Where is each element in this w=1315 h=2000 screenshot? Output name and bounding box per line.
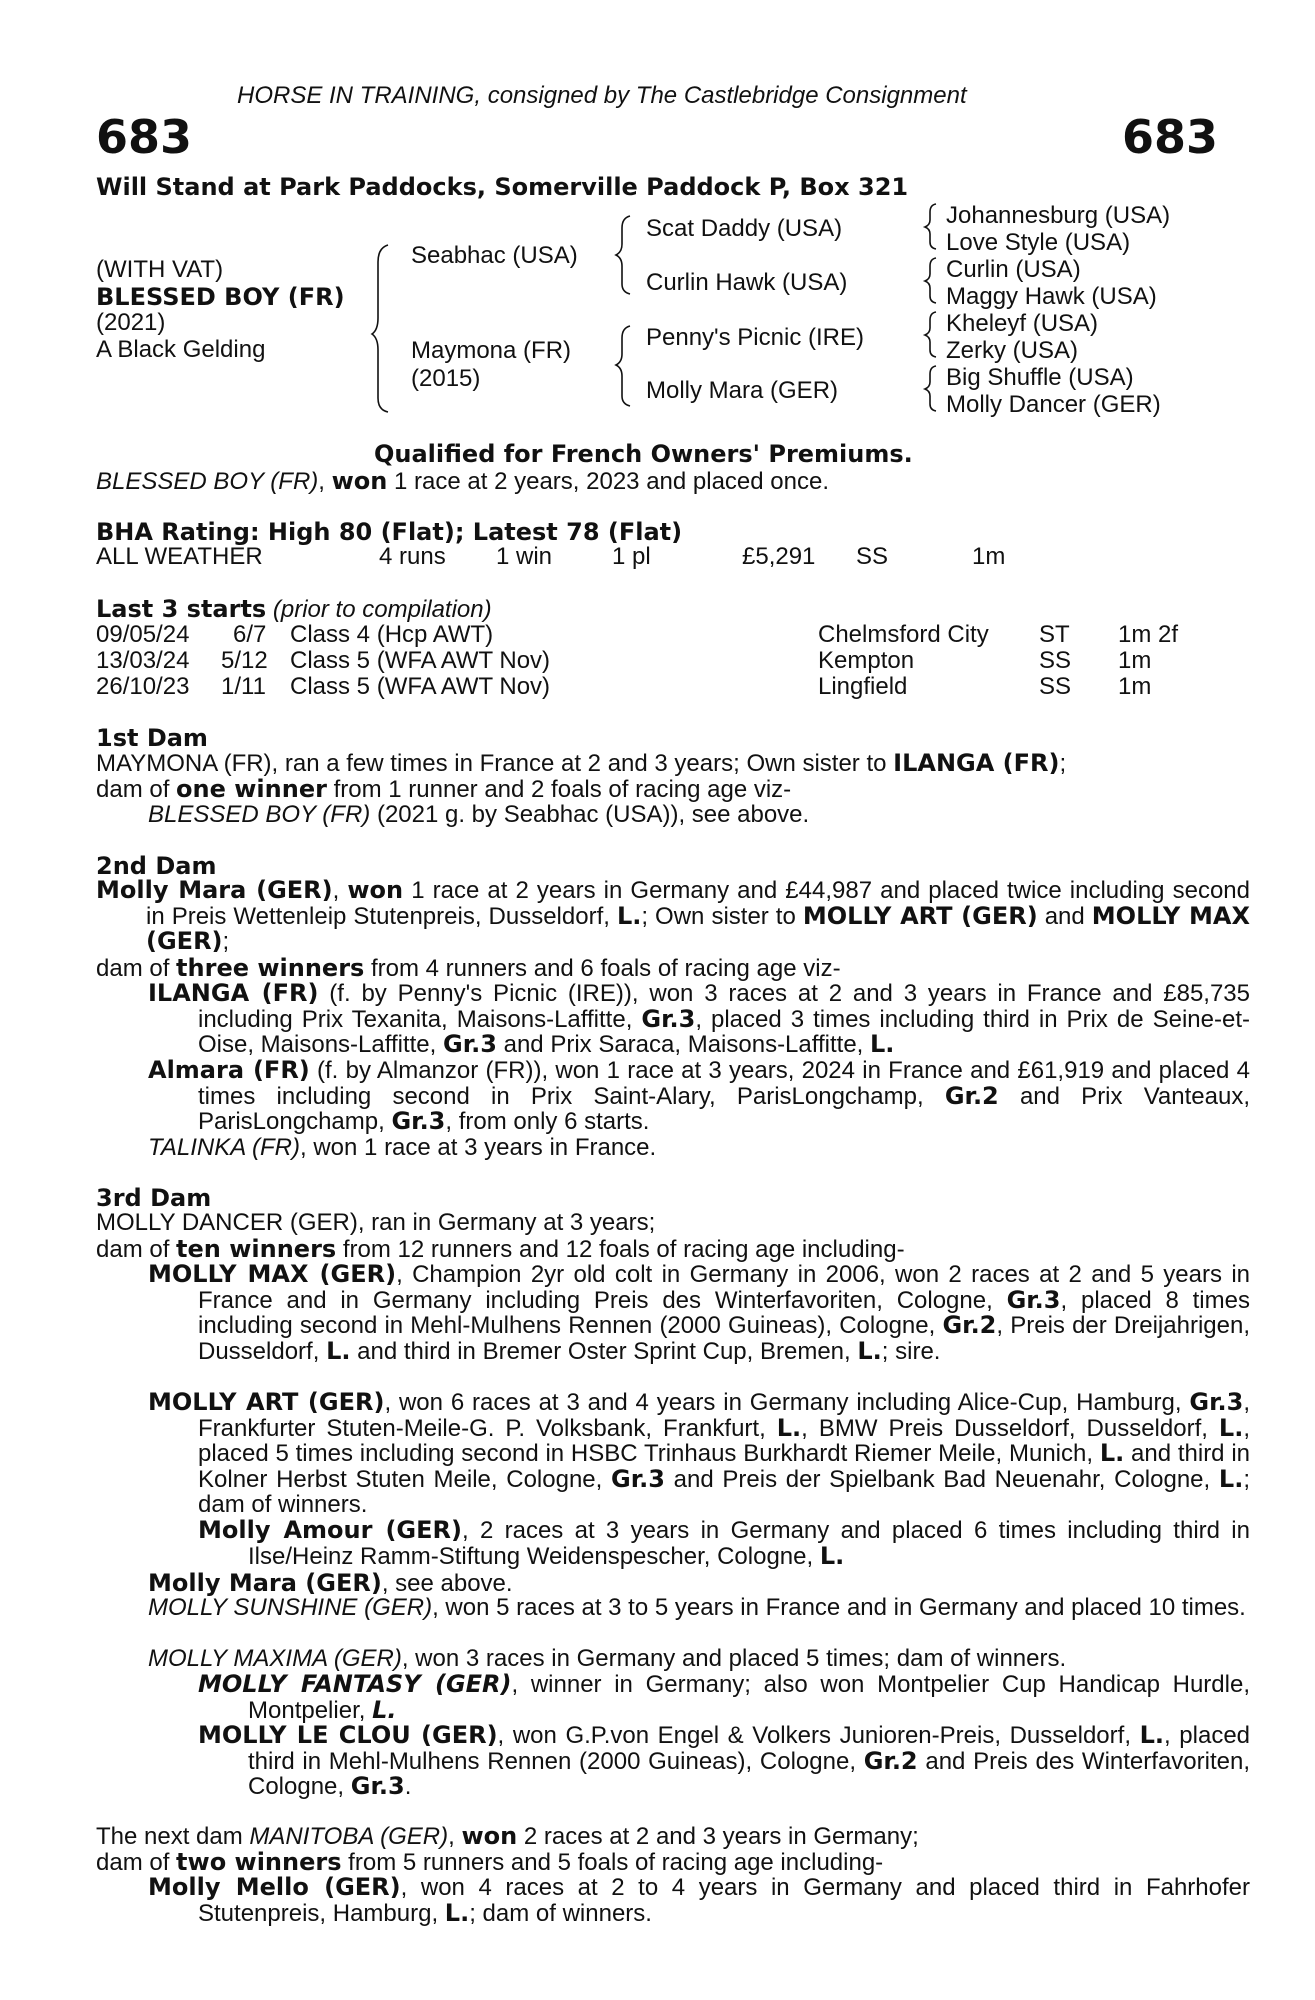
progeny-text: (2021 g. by Seabhac (USA)), see above. [370,801,810,828]
start-date: 09/05/24 [96,621,190,648]
next-dam-text: 2 races at 2 and 3 years in Germany; [517,1823,919,1850]
progeny-text: . [404,1773,412,1801]
progeny-almara [148,1058,1250,1135]
next-dam-won: won [461,1822,518,1850]
listed-mark: L. [444,1898,470,1927]
progeny-text: and Preis des Winterfavoriten, Cologne, [248,1747,1250,1801]
progeny-text: , won 3 races in Germany and placed 5 times; dam of winners. [401,1645,1067,1672]
dam3-produce [96,1236,905,1263]
dam1-sister: ILANGA (FR) [893,749,1060,777]
progeny-name: BLESSED BOY (FR) [148,801,371,828]
progeny-text: (f. by Penny's Picnic (IRE)), won 3 races at 2 and 3 years in France and £85,735 including Prix Texanita, Maisons-Laffitte, [198,980,1251,1033]
dam2-heading: 2nd Dam [96,852,217,880]
grade-mark: Gr.2 [863,1746,918,1775]
dam2-text: dam of [96,955,177,982]
next-dam-winners: two winners [176,1848,342,1876]
grade-mark: Gr.3 [611,1464,665,1493]
progeny-text: , from only 6 starts. [445,1108,650,1136]
dam: Maymona (FR) [411,337,572,364]
progeny-molly-maxima [148,1646,1066,1672]
gg-3: Curlin (USA) [946,256,1081,283]
start-row [0,622,1315,648]
dam3-text: from 12 runners and 12 foals of racing age including- [336,1236,905,1263]
progeny-text: , won 4 races at 2 to 4 years in Germany and placed third in Fahrhofer Stutenpreis, Hamburg, [198,1874,1250,1927]
progeny-text: , placed 3 times including third in Prix de Seine-et-Oise, Maisons-Laffitte, [198,1005,1250,1059]
next-dam-line [96,1823,919,1850]
dam1-text: dam of [96,776,177,803]
next-dam-text: , [448,1823,462,1850]
start-race: Class 5 (WFA AWT Nov) [290,647,551,674]
progeny-text: and third in Kolner Herbst Stuten Meile, Cologne, [198,1440,1250,1493]
listed-mark: L. [1218,1464,1244,1493]
start-date: 13/03/24 [96,647,190,674]
dam2-text: 1 race at 2 years in Germany and £44,987 and placed twice including second in Preis Wettenleip Stutenpreis, Dusseldorf, [146,877,1250,930]
rating-row [0,544,1315,572]
summary-line: BLESSED BOY (FR), won 1 race at 2 years, 2023 and placed once. [96,467,830,495]
dam1-line1 [96,750,1066,777]
progeny-text: , won 1 race at 3 years in France. [300,1134,657,1161]
grade-mark: Gr.3 [1006,1285,1061,1314]
next-dam-name: MANITOBA (GER) [249,1823,449,1850]
lot-number-right: 683 [1122,110,1219,164]
horse-name: BLESSED BOY (FR) [96,283,345,311]
grade-mark: Gr.2 [942,1311,997,1340]
start-going: SS [1039,647,1072,674]
dam2-winners: three winners [176,954,365,982]
progeny-molly-fantasy [198,1672,1250,1723]
progeny-text: , see above. [381,1570,513,1597]
last-starts-title: Last 3 starts [96,595,267,623]
dam2-text: and [1037,902,1092,930]
progeny-name: MOLLY FANTASY (GER) [198,1670,512,1698]
dam2-text: ; [222,928,230,956]
progeny-name: MOLLY MAXIMA (GER) [148,1645,402,1672]
sire-sire: Scat Daddy (USA) [646,215,843,242]
progeny-text: , won 5 races at 3 to 5 years in France and in Germany and placed 10 times. [432,1594,1246,1621]
listed-mark: L. [1218,1413,1244,1442]
progeny-name: MOLLY MAX (GER) [148,1260,397,1288]
progeny-text: , 2 races at 3 years in Germany and placed 6 times including third in Ilse/Heinz Ramm-Stiftung Weidenspescher, Cologne, [248,1517,1250,1570]
start-row [0,648,1315,674]
dam-dam: Molly Mara (GER) [646,377,839,404]
start-distance: 1m [1118,673,1152,700]
rating-runs: 4 runs [379,543,446,570]
dam-sire: Penny's Picnic (IRE) [646,324,864,351]
rating-distance: 1m [972,543,1006,570]
progeny-text: ; dam of winners. [469,1899,652,1927]
progeny-text: , winner in Germany; also won Montpelier Cup Handicap Hurdle, Montpelier, [248,1671,1250,1724]
progeny-molly-le-clou [198,1723,1250,1800]
dam1-text: MAYMONA (FR), ran a few times in France at 2 and 3 years; Own sister to [96,750,894,777]
progeny-text: and Prix Saraca, Maisons-Laffitte, [496,1031,871,1059]
dam1-progeny [148,802,809,828]
progeny-name: Molly Mello (GER) [148,1873,401,1901]
gg-5: Kheleyf (USA) [946,310,1099,337]
listed-mark: L. [326,1336,351,1365]
progeny-molly-mello [148,1875,1250,1926]
dam2-text: ; Own sister to [641,902,803,930]
progeny-text: , won G.P.von Engel & Volkers Junioren-Preis, Dusseldorf, [497,1722,1140,1749]
rating-wins: 1 win [496,543,553,570]
gg-4: Maggy Hawk (USA) [946,283,1157,310]
progeny-molly-sunshine [148,1595,1250,1621]
dam1-text: from 1 runner and 2 foals of racing age viz- [326,776,792,803]
progeny-text: ; sire. [881,1337,941,1365]
start-course: Chelmsford City [818,621,989,648]
rating-title: BHA Rating: High 80 (Flat); Latest 78 (Flat) [96,518,683,546]
listed-mark: L. [1099,1439,1125,1468]
gg-2: Love Style (USA) [946,229,1131,256]
progeny-text: , Preis der Dreijahrigen, Dusseldorf, [198,1312,1250,1365]
progeny-ilanga [148,981,1250,1058]
progeny-molly-amour [198,1518,1250,1569]
dam1-text: ; [1059,750,1067,777]
dam2-record: Molly Mara (GER), won 1 race at 2 years in Germany and £44,987 and placed twice including second in Preis Wettenleip Stutenpreis, Dusseldorf, L.; Own sister to MOLLY ART (GER) and MOLLY MAX (GER); [96,876,1250,956]
consignment-line: HORSE IN TRAINING, consigned by The Castlebridge Consignment [237,82,967,109]
grade-mark: Gr.3 [1189,1388,1244,1416]
listed-mark: L. [776,1413,802,1442]
dam1-line2 [96,776,791,803]
dam3-winners: ten winners [176,1235,337,1263]
gg-8: Molly Dancer (GER) [946,391,1161,418]
dam1-winners: one winner [176,775,327,803]
progeny-text: ; dam of winners. [198,1465,1250,1519]
progeny-name: MOLLY ART (GER) [148,1388,385,1416]
sire-dam: Curlin Hawk (USA) [646,269,848,296]
listed-mark: L. [1139,1721,1165,1749]
progeny-text: , placed 5 times including second in HSBC Trinhaus Burkhardt Riemer Meile, Munich, [198,1414,1251,1468]
progeny-text: , Frankfurter Stuten-Meile-G. P. Volksbank, Frankfurt, [198,1389,1250,1442]
grade-mark: Gr.3 [443,1030,497,1059]
rating-going: SS [856,543,889,570]
dam1-heading: 1st Dam [96,724,208,752]
gg-1: Johannesburg (USA) [946,202,1171,229]
grade-mark: Gr.3 [641,1004,696,1033]
start-position: 6/7 [233,621,267,648]
listed-mark: L. [870,1030,895,1059]
lot-number-left: 683 [96,110,193,164]
listed-mark: L. [372,1695,397,1724]
progeny-name: MOLLY SUNSHINE (GER) [148,1594,433,1621]
dam3-heading: 3rd Dam [96,1184,212,1212]
start-race: Class 5 (WFA AWT Nov) [290,673,551,700]
progeny-text: (f. by Almanzor (FR)), won 1 race at 3 years, 2024 in France and £61,919 and placed 4 times including second in Prix Saint-Alary, ParisLongchamp, [198,1057,1250,1110]
listed-mark: L. [819,1541,845,1570]
progeny-molly-mara [148,1570,513,1597]
grade-mark: Gr.3 [391,1107,446,1136]
progeny-text: , placed 8 times including second in Mehl-Mulhens Rennen (2000 Guineas), Cologne, [198,1286,1250,1340]
stand-location: Will Stand at Park Paddocks, Somerville Paddock P, Box 321 [96,173,909,201]
gg-6: Zerky (USA) [946,337,1078,364]
next-dam-produce [96,1849,883,1876]
next-dam-text: from 5 runners and 5 foals of racing age including- [341,1849,884,1876]
dam2-name: Molly Mara (GER) [96,876,333,904]
progeny-name: Almara (FR) [148,1056,310,1084]
summary-rest: 1 race at 2 years, 2023 and placed once. [387,468,830,495]
last-starts-header [96,596,492,623]
start-going: ST [1039,621,1070,648]
summary-horse: BLESSED BOY (FR) [96,468,319,495]
start-course: Lingfield [818,673,908,700]
rating-earnings: £5,291 [742,543,816,570]
progeny-name: TALINKA (FR) [148,1134,301,1161]
gg-7: Big Shuffle (USA) [946,364,1134,391]
dam3-line1: MOLLY DANCER (GER), ran in Germany at 3 years; [96,1209,656,1236]
start-position: 1/11 [221,673,266,700]
progeny-text: , BMW Preis Dusseldorf, Dusseldorf, [801,1414,1219,1442]
progeny-talinka [148,1135,656,1161]
next-dam-text: dam of [96,1849,177,1876]
rating-placed: 1 pl [612,543,651,570]
progeny-text: , placed third in Mehl-Mulhens Rennen (2000 Guineas), Cologne, [248,1722,1251,1775]
next-dam-text: The next dam [96,1823,250,1850]
last-starts-note: (prior to compilation) [272,596,492,623]
horse-year: (2021) [96,309,166,336]
dam2-sibling: MOLLY ART (GER) [802,901,1038,930]
progeny-text: and third in Bremer Oster Sprint Cup, Bremen, [350,1337,858,1365]
dam2-won: won [347,876,404,904]
start-course: Kempton [818,647,915,674]
progeny-molly-art [148,1390,1250,1518]
rating-surface: ALL WEATHER [96,543,263,570]
start-distance: 1m 2f [1118,621,1179,648]
progeny-name: Molly Mara (GER) [148,1569,382,1597]
start-position: 5/12 [221,647,268,674]
start-date: 26/10/23 [96,673,190,700]
horse-description: A Black Gelding [96,336,266,363]
progeny-name: ILANGA (FR) [148,979,319,1007]
grade-mark: Gr.2 [944,1081,999,1110]
dam2-text: from 4 runners and 6 foals of racing age viz- [364,955,841,982]
vat-label: (WITH VAT) [96,256,224,283]
dam2-sibling: MOLLY MAX (GER) [146,901,1250,956]
sire: Seabhac (USA) [411,242,578,269]
progeny-text: , Champion 2yr old colt in Germany in 2006, won 2 races at 2 and 5 years in France and in Germany including Preis des Winterfavoriten, Cologne, [198,1261,1250,1314]
progeny-text: and Preis der Spielbank Bad Neuenahr, Cologne, [664,1465,1219,1493]
progeny-text: , won 6 races at 3 and 4 years in Germany including Alice-Cup, Hamburg, [384,1389,1190,1416]
summary-won: won [331,467,388,495]
dam-year: (2015) [411,365,481,392]
dam3-text: dam of [96,1236,177,1263]
progeny-text: and Prix Vanteaux, ParisLongchamp, [198,1082,1251,1136]
progeny-name: Molly Amour (GER) [198,1516,462,1544]
start-row [0,674,1315,700]
listed-mark: L. [857,1336,882,1365]
start-distance: 1m [1118,647,1152,674]
start-race: Class 4 (Hcp AWT) [290,621,494,648]
progeny-name: MOLLY LE CLOU (GER) [198,1721,498,1749]
progeny-molly-max [148,1262,1250,1364]
grade-mark: Gr.3 [350,1772,405,1801]
listed-mark: L. [616,901,642,930]
start-going: SS [1039,673,1072,700]
dam2-produce [96,955,841,982]
premiums-note: Qualified for French Owners' Premiums. [374,440,913,468]
